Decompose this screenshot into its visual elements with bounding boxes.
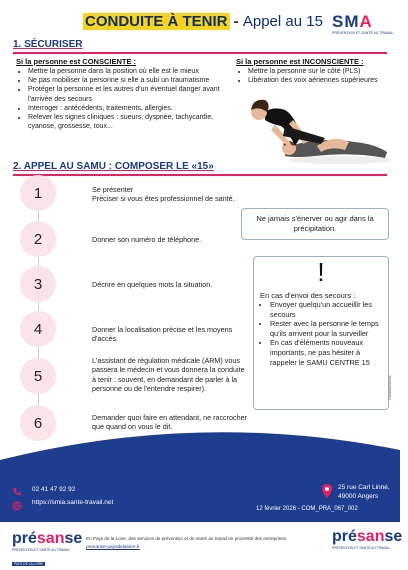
step-number: 1: [33, 184, 43, 202]
bottom-description: En Pays de la Loire, des services de prévention et de santé au travail en proximité des entreprises.: [86, 536, 288, 541]
step-2-text: Donner son numéro de téléphone.: [92, 235, 202, 244]
bottom-link[interactable]: presanse-paysdelaloire.fr: [86, 545, 140, 550]
step-1-number: [20, 175, 56, 211]
step-5-text: L'assistant de régulation médicale (ARM) vous passera le médecin et vous donnera la conduite à tenir : souvent, en demandant de parler à la personne ou de l'entendre respirer).: [92, 356, 245, 394]
logo-part: pré: [332, 528, 357, 545]
list-item: • Libération des voix aériennes supérieures: [248, 76, 408, 85]
list-item: • Ne pas mobiliser la personne si elle a subi un traumatisme: [28, 76, 233, 85]
title-main: CONDUITE À TENIR: [85, 13, 228, 30]
footer-address-1: 25 rue Carl Linné,: [338, 484, 390, 491]
title-dash: -: [229, 13, 243, 30]
footer-address-2: 49000 Angers: [338, 493, 379, 500]
footer-background: [0, 420, 400, 530]
step-number: 6: [33, 414, 43, 432]
list-item: • Rester avec la personne le temps qu'ils arrivent pour la surveiller: [270, 319, 380, 338]
title-sub: Appel au 15: [242, 13, 323, 30]
step-5-number: [20, 358, 56, 394]
logo-part: san: [356, 528, 385, 545]
step-number: 2: [33, 230, 43, 248]
logo-tagline: PRÉVENTION ET SANTÉ AU TRAVAIL: [332, 31, 394, 35]
step-number: 3: [33, 275, 43, 293]
logo-region: PAYS DE LA LOIRE: [14, 562, 44, 566]
logo-part: se: [64, 530, 83, 547]
section1-divider: [13, 52, 387, 54]
step-6-text: Demander quoi faire en attendant, ne raccrocher que quand on vous le dit.: [92, 413, 248, 432]
alert-title: En cas d'envoi des secours :: [260, 291, 356, 300]
note-text: Ne jamais s'énerver ou agir dans la précipitation.: [256, 214, 374, 233]
alert-list: [254, 300, 380, 367]
conscious-list: [18, 67, 233, 131]
note-box: [241, 208, 389, 240]
section2-divider: [13, 174, 387, 176]
step-3-text: Décrire en quelques mots la situation.: [92, 280, 213, 289]
photo-credit: ©AdobeStock: [387, 375, 392, 400]
footer-phone[interactable]: 02 41 47 92 92: [32, 486, 76, 493]
doc-reference: 12 février 2026 - COM_PRA_067_002: [256, 506, 358, 512]
section2-heading: 2. APPEL AU SAMU : COMPOSER LE «15»: [13, 161, 214, 172]
unconscious-title: Si la personne est INCONSCIENTE :: [236, 57, 364, 66]
logo-text-b: A: [359, 12, 373, 31]
logo-tagline: PRÉVENTION ET SANTÉ AU TRAVAIL: [332, 546, 390, 550]
unconscious-list: [238, 67, 408, 85]
section1-heading: 1. SÉCURISER: [13, 39, 83, 50]
alert-box: [253, 256, 389, 410]
logo-part: se: [384, 528, 403, 545]
logo-part: pré: [12, 530, 37, 547]
presanse-logo-right: [332, 528, 403, 550]
list-item: • Mettre la personne sur le côté (PLS): [248, 67, 408, 76]
step-number: 4: [33, 320, 43, 338]
logo-text-a: SM: [332, 12, 360, 31]
list-item: • Protéger la personne et les autres d'un éventuel danger avant l'arrivée des secours: [28, 85, 233, 103]
step-1-text: Se présenter Préciser si vous êtes professionnel de santé.: [92, 185, 235, 204]
step-3-number: [20, 266, 56, 302]
step-number: 5: [33, 367, 43, 385]
step-4-number: [20, 311, 56, 347]
footer-website[interactable]: https://smia.sante-travail.net: [32, 499, 114, 506]
smia-logo: [332, 12, 392, 35]
conscious-title: Si la personne est CONSCIENTE :: [16, 57, 137, 66]
list-item: • Envoyer quelqu'un accueillir les secours: [270, 300, 380, 319]
location-pin-icon: [322, 484, 332, 498]
phone-icon: [12, 484, 22, 494]
list-item: • Mettre la personne dans la position où elle est le mieux: [28, 67, 233, 76]
alert-icon: !: [317, 257, 325, 287]
logo-part: san: [36, 530, 65, 547]
list-item: • Interroger : antécédents, traitements, allergies.: [28, 104, 233, 113]
logo-tagline: PRÉVENTION ET SANTÉ AU TRAVAIL: [12, 548, 70, 552]
list-item: • En cas d'éléments nouveaux importants, ne pas hésiter à rappeler le SAMU CENTRE 15: [270, 338, 380, 367]
list-item: • Relever les signes cliniques : sueurs, dyspnée, tachycardie, cyanose, grossesse, toux...: [28, 113, 233, 131]
recovery-position-photo: [245, 86, 395, 166]
step-2-number: [20, 221, 56, 257]
page-title: [83, 13, 323, 30]
globe-icon: [12, 498, 22, 508]
presanse-logo-left: [12, 530, 83, 570]
step-4-text: Donner la localisation précise et les moyens d'accès.: [92, 325, 233, 344]
